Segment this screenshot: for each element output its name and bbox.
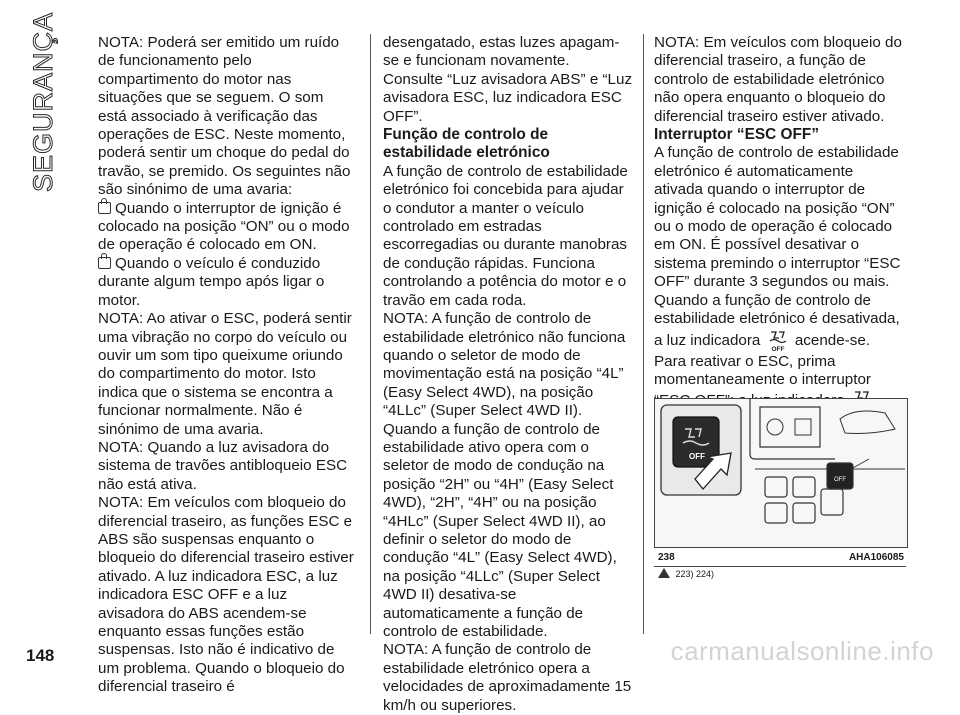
key-bullet-icon	[98, 257, 111, 269]
section-side-title	[26, 11, 58, 200]
reference-numbers: 223) 224)	[675, 569, 715, 579]
section-heading: Função de controlo de estabilidade eletrónico	[383, 126, 550, 162]
warning-references	[658, 568, 714, 579]
text-column-3	[654, 34, 904, 432]
note-paragraph: NOTA: Quando a luz avisadora do sistema de travões antibloqueio ESC não está ativa.	[98, 438, 348, 493]
text-column-1	[98, 34, 356, 697]
text-column-2	[383, 34, 633, 715]
body-paragraph: A função de controlo de estabilidade eletrónico é automaticamente ativada quando o interruptor de ignição é colocado na posição “ON” ou o modo de operação é colocado em ON. É possível desativar o sistema premindo o interruptor “ESC OFF” durante 3 segundos ou mais.	[654, 144, 901, 291]
note-paragraph: NOTA: Em veículos com bloqueio do diferencial traseiro, as funções ESC e ABS são suspensas enquanto o bloqueio do diferencial traseiro estiver ativado. A luz indicadora ESC, a luz indicadora ESC OFF e a luz avisadora do ABS acendem-se enquanto essas funções estão suspensas. Isto não é indicativo de um problema. Quando o bloqueio do diferencial traseiro é	[98, 494, 354, 696]
bullet-text: Quando o interruptor de ignição é colocado na posição “ON” ou o modo de operação é colocado em ON.	[98, 199, 350, 254]
warning-triangle-icon	[658, 568, 670, 578]
body-paragraph: A função de controlo de estabilidade eletrónico foi concebida para ajudar o condutor a manter o veículo controlado em estradas escorregadias ou durante manobras de condução rápidas. Funciona controlando a potência do motor e o travão em cada roda.	[383, 162, 628, 309]
page-number: 148	[26, 646, 55, 665]
note-paragraph: NOTA: Ao ativar o ESC, poderá sentir uma vibração no corpo do veículo ou ouvir um som tipo queixume oriundo do compartimento do motor. Isto indica que o sistema se encontra a funcionar normalmente. Não é sinónimo de uma avaria.	[98, 310, 352, 438]
body-paragraph: desengatado, estas luzes apagam-se e funcionam novamente. Consulte “Luz avisadora ABS” e “Luz avisadora ESC, luz indicadora ESC OFF”.	[383, 34, 633, 125]
column-divider	[370, 34, 371, 634]
bullet-item	[98, 200, 356, 255]
figure-number: 238	[658, 552, 675, 563]
section-title-text: SEGURANÇA	[28, 11, 58, 192]
figure-code: AHA106085	[848, 552, 904, 563]
note-paragraph: NOTA: A função de controlo de estabilidade eletrónico não funciona quando o seletor de modo de movimentação está na posição “4L” (Easy Select 4WD), na posição “4LLc” (Super Select 4WD II). Quando a função de controlo de estabilidade ativo opera com o seletor de modo de condução na posição “2H” ou “4H” (Easy Select 4WD), “2H”, “4H” ou na posição “4HLc” (Super Select 4WD II), ao definir o seletor do modo de condução “4L” (Easy Select 4WD), na posição “4LLc” (Super Select 4WD II) desativa-se automaticamente a função de controlo de estabilidade.	[383, 310, 626, 640]
body-text: Quando a função de controlo de estabilidade eletrónico é desativada, a luz indicadora	[654, 291, 900, 349]
note-paragraph: NOTA: Poderá ser emitido um ruído de funcionamento pelo compartimento do motor nas situações que se seguem. O som está associado à verificação das operações de ESC. Neste momento, poderá sentir um choque do pedal do travão, se premido. Os seguintes não são sinónimo de uma avaria:	[98, 34, 351, 199]
column-divider	[643, 34, 644, 634]
esc-off-indicator-icon	[767, 329, 789, 353]
esc-switch-illustration	[654, 398, 908, 548]
caption-rule	[654, 566, 906, 567]
dashboard-switch-drawing	[655, 399, 907, 547]
note-paragraph: NOTA: A função de controlo de estabilidade eletrónico opera a velocidades de aproximadamente 15 km/h ou superiores.	[383, 641, 632, 714]
bullet-text: Quando o veículo é conduzido durante algum tempo após ligar o motor.	[98, 254, 325, 309]
note-paragraph: NOTA: Em veículos com bloqueio do diferencial traseiro, a função de controlo de estabilidade eletrónico não opera enquanto o bloqueio do diferencial traseiro estiver ativado.	[654, 34, 902, 125]
icon-off-label: OFF	[771, 345, 785, 353]
watermark: carmanualsonline.info	[670, 636, 934, 666]
section-heading: Interruptor “ESC OFF”	[654, 126, 820, 144]
body-text: acende-se. Para reativar o ESC, prima momentaneamente o interruptor	[654, 331, 871, 388]
bullet-item	[98, 255, 356, 310]
key-bullet-icon	[98, 202, 111, 214]
panel-button-off-label: OFF	[834, 477, 846, 483]
zoom-off-label: OFF	[689, 452, 705, 461]
